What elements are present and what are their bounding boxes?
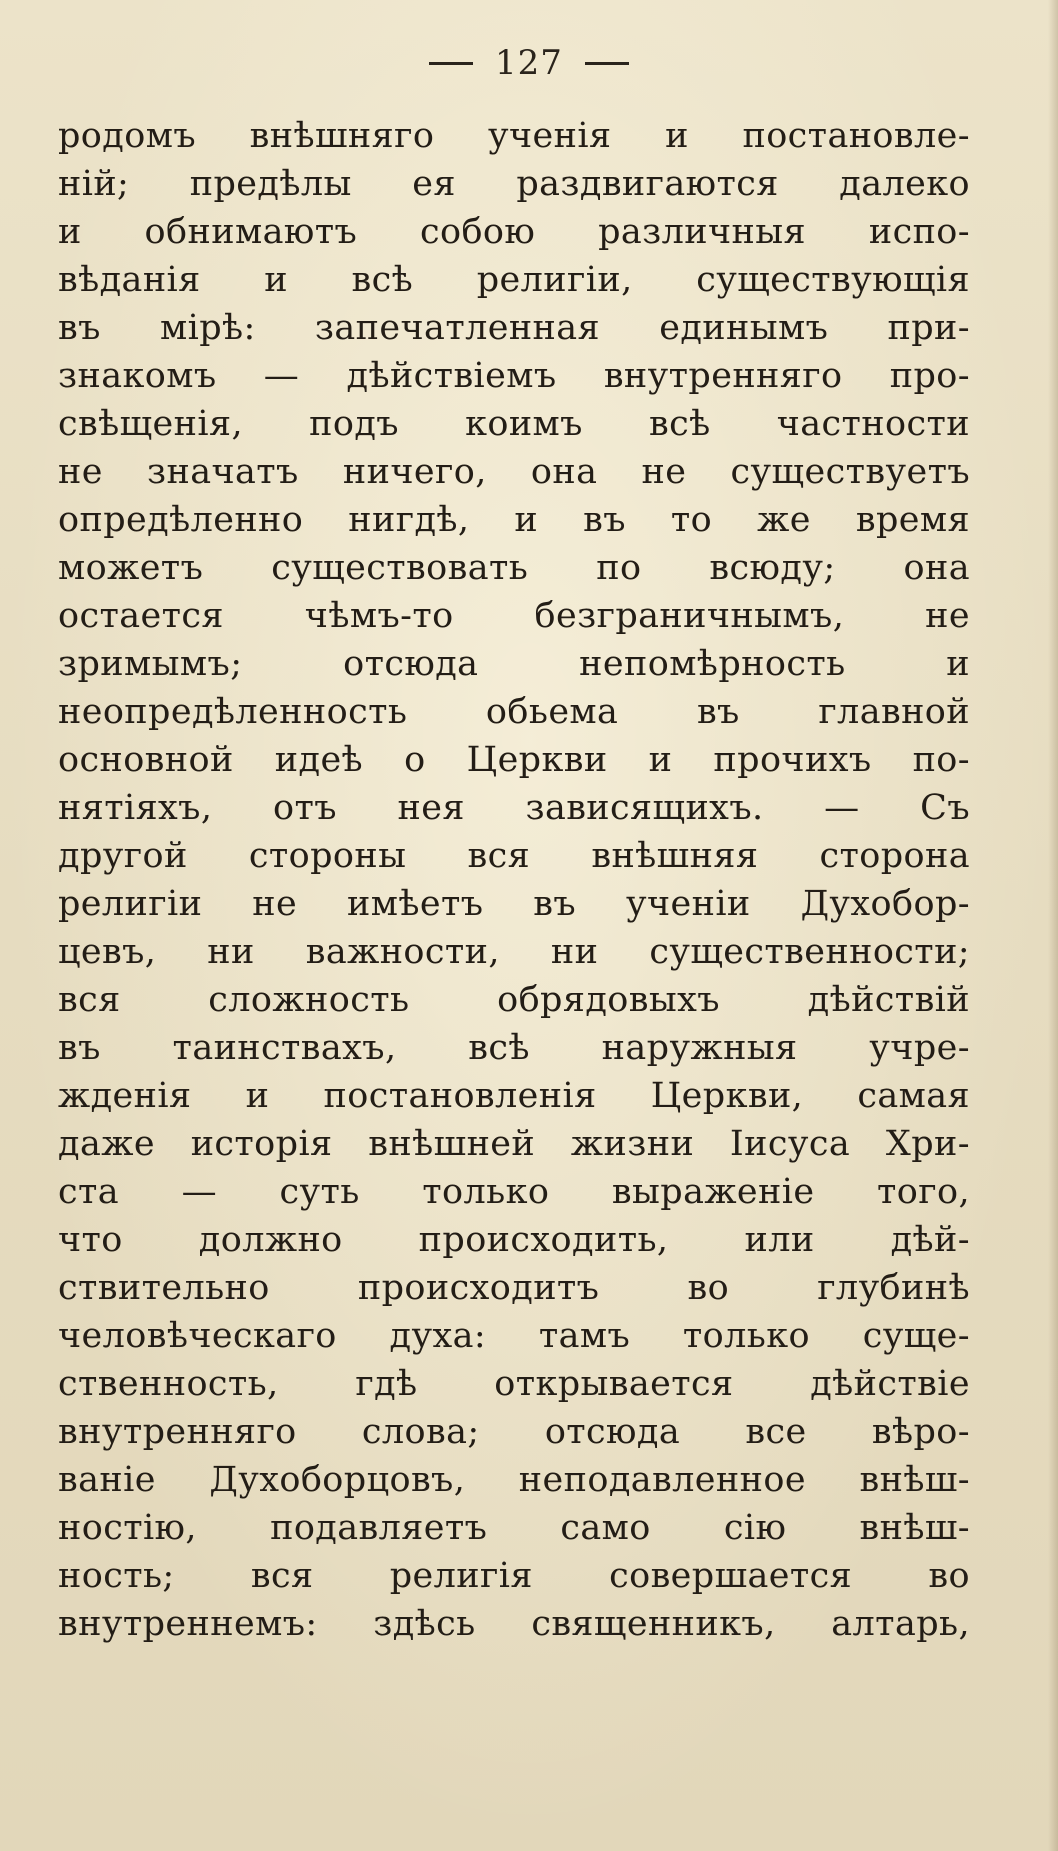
text-line: ственность, гдѣ открывается дѣйствіе [58,1364,970,1404]
text-line: и обнимаютъ собою различныя испо- [58,212,970,252]
text-line: внутренняго слова; отсюда все вѣро- [58,1412,970,1452]
text-line: внутреннемъ: здѣсь священникъ, алтарь, [58,1604,970,1644]
text-line: вся сложность обрядовыхъ дѣйствій [58,980,970,1020]
text-line: вѣданія и всѣ религіи, существующія [58,260,970,300]
text-line: что должно происходить, или дѣй- [58,1220,970,1260]
text-line: ваніе Духоборцовъ, неподавленное внѣш- [58,1460,970,1500]
text-line: ствительно происходитъ во глубинѣ [58,1268,970,1308]
text-line: въ таинствахъ, всѣ наружныя учре- [58,1028,970,1068]
text-line: свѣщенія, подъ коимъ всѣ частности [58,404,970,444]
text-line: жденія и постановленія Церкви, самая [58,1076,970,1116]
text-line: даже исторія внѣшней жизни Іисуса Хри- [58,1124,970,1164]
text-line: человѣческаго духа: тамъ только суще- [58,1316,970,1356]
text-line: остается чѣмъ-то безграничнымъ, не [58,596,970,636]
text-line: основной идеѣ о Церкви и прочихъ по- [58,740,970,780]
text-line: зримымъ; отсюда непомѣрность и [58,644,970,684]
page-header [0,38,1058,88]
text-line: цевъ, ни важности, ни существенности; [58,932,970,972]
page-edge-shadow [1048,0,1058,1851]
text-line: ста — суть только выраженіе того, [58,1172,970,1212]
text-line: религіи не имѣетъ въ ученіи Духобор- [58,884,970,924]
text-line: ностію, подавляетъ само сію внѣш- [58,1508,970,1548]
text-line: родомъ внѣшняго ученія и постановле- [58,116,970,156]
text-line: неопредѣленность обьема въ главной [58,692,970,732]
header-dash-left [429,62,473,65]
text-line: не значатъ ничего, она не существуетъ [58,452,970,492]
text-line: ность; вся религія совершается во [58,1556,970,1596]
header-dash-right [585,62,629,65]
text-line: можетъ существовать по всюду; она [58,548,970,588]
text-line: нятіяхъ, отъ нея зависящихъ. — Съ [58,788,970,828]
text-line: знакомъ — дѣйствіемъ внутренняго про- [58,356,970,396]
text-line: другой стороны вся внѣшняя сторона [58,836,970,876]
text-line: ній; предѣлы ея раздвигаются далеко [58,164,970,204]
body-text [58,112,970,1648]
page-number: 127 [495,43,563,83]
text-line: въ мірѣ: запечатленная единымъ при- [58,308,970,348]
text-line: опредѣленно нигдѣ, и въ то же время [58,500,970,540]
